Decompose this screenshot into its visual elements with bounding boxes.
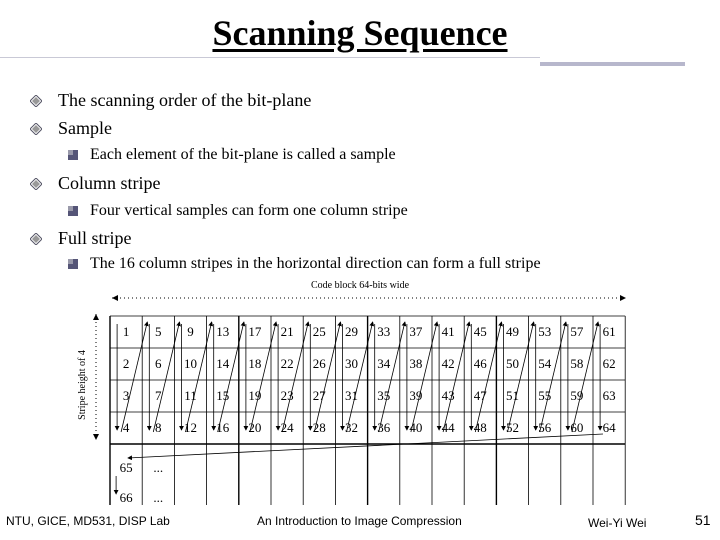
subbullet-full-stripe-def: The 16 column stripes in the horizontal direction can form a full stripe xyxy=(68,255,541,273)
sample-number: 30 xyxy=(345,356,358,371)
footer-lab: NTU, GICE, MD531, DISP Lab xyxy=(6,514,170,528)
sample-number: 19 xyxy=(248,388,262,403)
sample-number: 39 xyxy=(409,388,423,403)
sample-number: 41 xyxy=(441,324,455,339)
sample-number: 18 xyxy=(248,356,262,371)
sample-number: 58 xyxy=(570,356,584,371)
sample-number: 37 xyxy=(409,324,423,339)
sample-number: 1 xyxy=(122,324,130,339)
sample-number: 24 xyxy=(280,420,294,435)
sample-number: 27 xyxy=(312,388,326,403)
sample-number: 13 xyxy=(216,324,230,339)
sample-number: 34 xyxy=(377,356,391,371)
slide-title: Scanning Sequence xyxy=(212,13,508,53)
footer-author: Wei-Yi Wei xyxy=(588,516,647,530)
stripe-height-label: Stripe height of 4 xyxy=(77,350,88,420)
sample-number: 9 xyxy=(187,324,194,339)
sample-number: 56 xyxy=(538,420,552,435)
sample-number: 20 xyxy=(248,420,262,435)
bullet-scanning-order: The scanning order of the bit-plane xyxy=(30,90,311,111)
sample-number: 60 xyxy=(570,420,584,435)
sample-number: 38 xyxy=(409,356,423,371)
sample-number: 17 xyxy=(248,324,262,339)
sample-number: 43 xyxy=(441,388,455,403)
sample-number: 8 xyxy=(155,420,162,435)
sample-number: 59 xyxy=(570,388,584,403)
sample-number: 45 xyxy=(473,324,487,339)
sample-number: 10 xyxy=(184,356,197,371)
sample-number: 12 xyxy=(184,420,197,435)
sample-number: 16 xyxy=(216,420,230,435)
sample-number: 55 xyxy=(538,388,552,403)
code-block-width-label: Code block 64-bits wide xyxy=(310,280,410,291)
sample-number: 29 xyxy=(345,324,358,339)
sample-number: 54 xyxy=(538,356,552,371)
sample-number: 3 xyxy=(122,388,130,403)
sample-number-next: 66 xyxy=(119,490,133,505)
right-arrowhead xyxy=(620,295,626,301)
sample-number: 25 xyxy=(312,324,326,339)
sample-number: 40 xyxy=(409,420,423,435)
sample-number: 15 xyxy=(216,388,230,403)
subbullet-sample-def: Each element of the bit-plane is called a sample xyxy=(68,146,396,164)
sample-number: 21 xyxy=(280,324,294,339)
sample-number: 42 xyxy=(441,356,455,371)
sample-number: 61 xyxy=(602,324,616,339)
sample-number: 11 xyxy=(184,388,197,403)
sample-number: 53 xyxy=(538,324,552,339)
sample-number: 63 xyxy=(602,388,616,403)
continuation-dots: ... xyxy=(153,460,164,475)
sample-number: 28 xyxy=(312,420,326,435)
sample-number: 6 xyxy=(155,356,162,371)
scan-arrow-next-stripe xyxy=(128,434,603,458)
sample-number: 36 xyxy=(377,420,391,435)
sample-number: 5 xyxy=(155,324,162,339)
sample-number: 14 xyxy=(216,356,230,371)
page-number: 51 xyxy=(695,512,711,528)
sample-number: 57 xyxy=(570,324,584,339)
sample-number: 33 xyxy=(377,324,391,339)
sample-number: 32 xyxy=(345,420,358,435)
sample-number: 50 xyxy=(506,356,519,371)
sample-number: 51 xyxy=(506,388,519,403)
bullet-sample: Sample xyxy=(30,118,112,139)
continuation-dots: ... xyxy=(153,490,164,505)
sample-number: 26 xyxy=(312,356,326,371)
bullet-full-stripe: Full stripe xyxy=(30,228,132,249)
top-arrowhead xyxy=(93,314,99,320)
sample-number: 64 xyxy=(602,420,616,435)
sample-number: 22 xyxy=(280,356,294,371)
sample-number: 52 xyxy=(506,420,519,435)
sample-number: 4 xyxy=(122,420,130,435)
left-arrowhead xyxy=(112,295,118,301)
bullet-column-stripe: Column stripe xyxy=(30,173,161,194)
sample-number: 47 xyxy=(473,388,487,403)
sample-number: 44 xyxy=(441,420,455,435)
sample-number: 62 xyxy=(602,356,616,371)
sample-number: 31 xyxy=(345,388,358,403)
subbullet-column-stripe-def: Four vertical samples can form one column stripe xyxy=(68,202,408,220)
bottom-arrowhead xyxy=(93,434,99,440)
sample-number: 49 xyxy=(506,324,519,339)
sample-number: 2 xyxy=(122,356,130,371)
sample-number: 7 xyxy=(155,388,162,403)
sample-number: 23 xyxy=(280,388,294,403)
sample-number: 46 xyxy=(473,356,487,371)
sample-number-next: 65 xyxy=(119,460,133,475)
sample-number: 35 xyxy=(377,388,391,403)
footer-course: An Introduction to Image Compression xyxy=(257,514,462,528)
sample-number: 48 xyxy=(473,420,487,435)
